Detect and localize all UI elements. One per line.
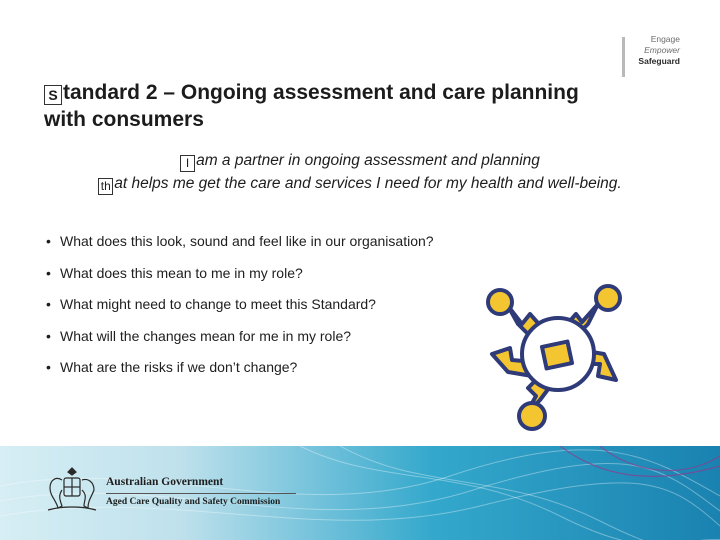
statement-line-1 [0,149,720,172]
list-item [46,358,516,377]
statement-line-2-text: at helps me get the care and services I need for my health and well-being. [114,175,622,192]
bullet: • [46,359,51,376]
bullet: • [46,296,51,313]
bullet: • [46,233,51,249]
engage-empower-safeguard-logo [622,34,680,82]
consumer-outcome-statement [0,149,720,195]
question-text: What might need to change to meet this Standard? [60,296,376,313]
question-text: What does this mean to me in my role? [60,264,303,281]
logo-bar [622,37,625,77]
list-item [46,327,516,346]
logo-words [628,34,680,67]
commission-name: Aged Care Quality and Safety Commission [106,497,281,507]
australian-government-logo [42,466,312,516]
slide-title [44,79,684,133]
title-line-1-text: tandard 2 – Ongoing assessment and care planning [63,81,579,104]
logo-word-engage: Engage [650,34,680,44]
question-text: What will the changes mean for me in my role? [60,327,352,344]
government-rule [106,493,296,494]
statement-line-2 [0,172,720,195]
title-line-2: with consumers [44,108,204,131]
bullet: • [46,264,51,281]
bullet: • [46,327,51,344]
title-line-1 [44,79,684,106]
question-text: What does this look, sound and feel like in our organisation? [60,233,434,249]
government-name: Australian Government [106,476,224,488]
statement-glyph-box-2: th [98,178,113,195]
question-text: What are the risks if we don’t change? [60,359,298,376]
logo-word-empower: Empower [644,45,680,55]
statement-line-1-text: am a partner in ongoing assessment and planning [196,152,540,169]
coat-of-arms-icon [42,466,100,516]
title-glyph-box: S [44,85,62,105]
list-item [46,232,516,251]
reflection-questions [46,232,516,390]
list-item [46,295,516,314]
statement-glyph-box-1: I [180,155,195,172]
collaboration-meeting-icon [478,284,638,436]
logo-word-safeguard: Safeguard [638,56,680,66]
list-item [46,264,516,283]
